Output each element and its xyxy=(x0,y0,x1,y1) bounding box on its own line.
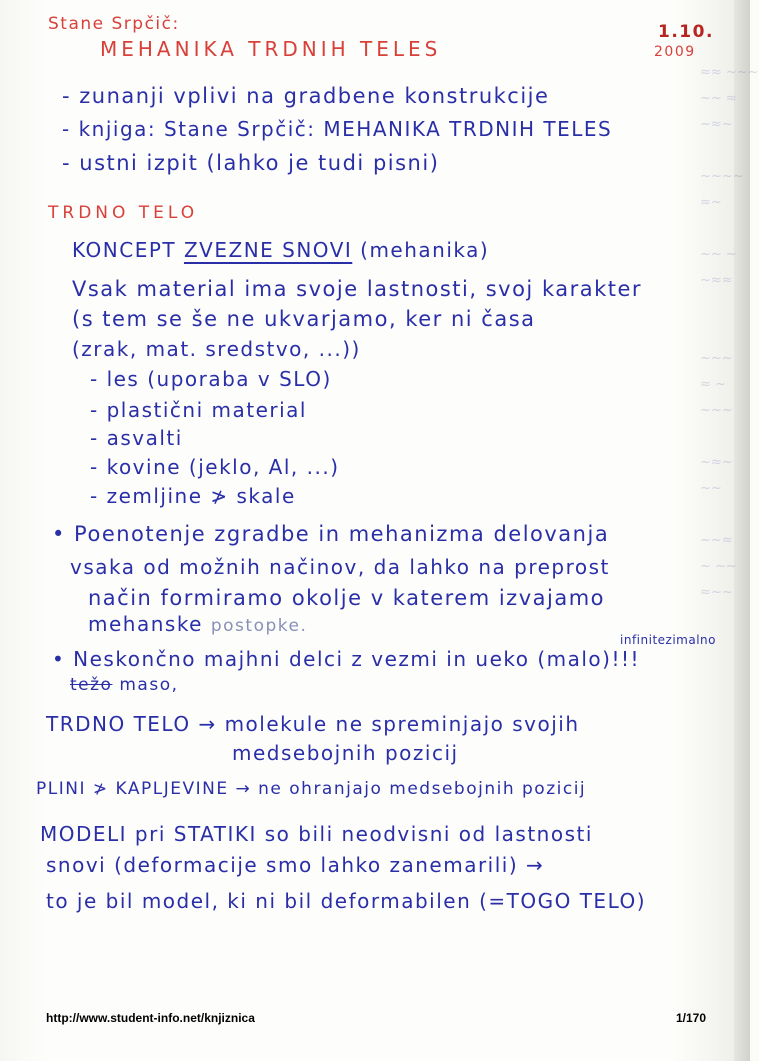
footer-url[interactable]: http://www.student-info.net/knjiznica xyxy=(46,1011,255,1025)
intro-line-2: - knjiga: Stane Srpčič: MEHANIKA TRDNIH TELES xyxy=(62,117,613,141)
material-item: - les (uporaba v SLO) xyxy=(90,367,332,391)
concept-line xyxy=(72,238,489,262)
bullet2-struck: težo xyxy=(70,675,113,695)
fluids-line: PLINI ≯ KAPLJEVINE → ne ohranjajo medsebojnih pozicij xyxy=(36,779,587,799)
models-line-3: to je bil model, ki ni bil deformabilen (=TOGO TELO) xyxy=(46,889,647,913)
models-line-1: MODELI pri STATIKI so bili neodvisni od lastnosti xyxy=(40,822,593,846)
bullet2-after: maso, xyxy=(119,675,179,695)
bullet2-superscript: infinitezimalno xyxy=(620,633,716,647)
bullet1-line-4 xyxy=(88,612,307,636)
bleed-through-text: ≈≈ ~~~ ~~ ≈ ~≈~ ~~~~ ≈~ ~~ ~ ~≈≈ ~~~ ≈ ~ ~~~ ~≈~ ~~ ~~≈ ~ ~~ ≈~~ xyxy=(700,65,759,600)
material-item: - zemljine ≯ skale xyxy=(90,484,296,508)
material-line-2: (s tem se še ne ukvarjamo, ker ni časa xyxy=(72,307,536,331)
date-year: 2009 xyxy=(654,44,696,60)
intro-line-3: - ustni izpit (lahko je tudi pisni) xyxy=(62,151,440,175)
section-title: TRDNO TELO xyxy=(48,203,199,223)
solid-line-2: medsebojnih pozicij xyxy=(232,741,459,765)
material-item: - kovine (jeklo, Al, ...) xyxy=(90,455,340,479)
bullet2-line-2 xyxy=(70,675,179,695)
concept-underlined: ZVEZNE SNOVI xyxy=(183,238,353,262)
material-item: - asvalti xyxy=(90,426,183,450)
material-item: - plastični material xyxy=(90,398,307,422)
concept-prefix: KONCEPT xyxy=(72,238,177,262)
author-line: Stane Srpčič: xyxy=(48,14,180,34)
models-line-2: snovi (deformacije smo lahko zanemarili) → xyxy=(46,853,545,877)
bullet1-line-2: vsaka od možnih načinov, da lahko na preprost xyxy=(70,555,610,579)
bullet1-line-3: način formiramo okolje v katerem izvajamo xyxy=(88,586,605,610)
material-line-3: (zrak, mat. sredstvo, ...)) xyxy=(72,337,361,361)
solid-line-1: TRDNO TELO → molekule ne spreminjajo svojih xyxy=(46,712,580,736)
material-line-1: Vsak material ima svoje lastnosti, svoj karakter xyxy=(72,277,643,301)
page-title: MEHANIKA TRDNIH TELES xyxy=(100,37,442,61)
date-day: 1.10. xyxy=(658,22,714,42)
bullet2-line-1: • Neskončno majhni delci z vezmi in ueko (malo)!!! xyxy=(52,647,641,671)
concept-suffix: (mehanika) xyxy=(360,238,490,262)
intro-line-1: - zunanji vplivi na gradbene konstrukcije xyxy=(62,84,550,108)
bullet1-line-1: • Poenotenje zgradbe in mehanizma delovanja xyxy=(52,522,610,546)
footer-page-number: 1/170 xyxy=(676,1011,707,1025)
bullet1-last-prefix: mehanske xyxy=(88,612,203,636)
bullet1-last-faint: postopke. xyxy=(210,616,308,636)
